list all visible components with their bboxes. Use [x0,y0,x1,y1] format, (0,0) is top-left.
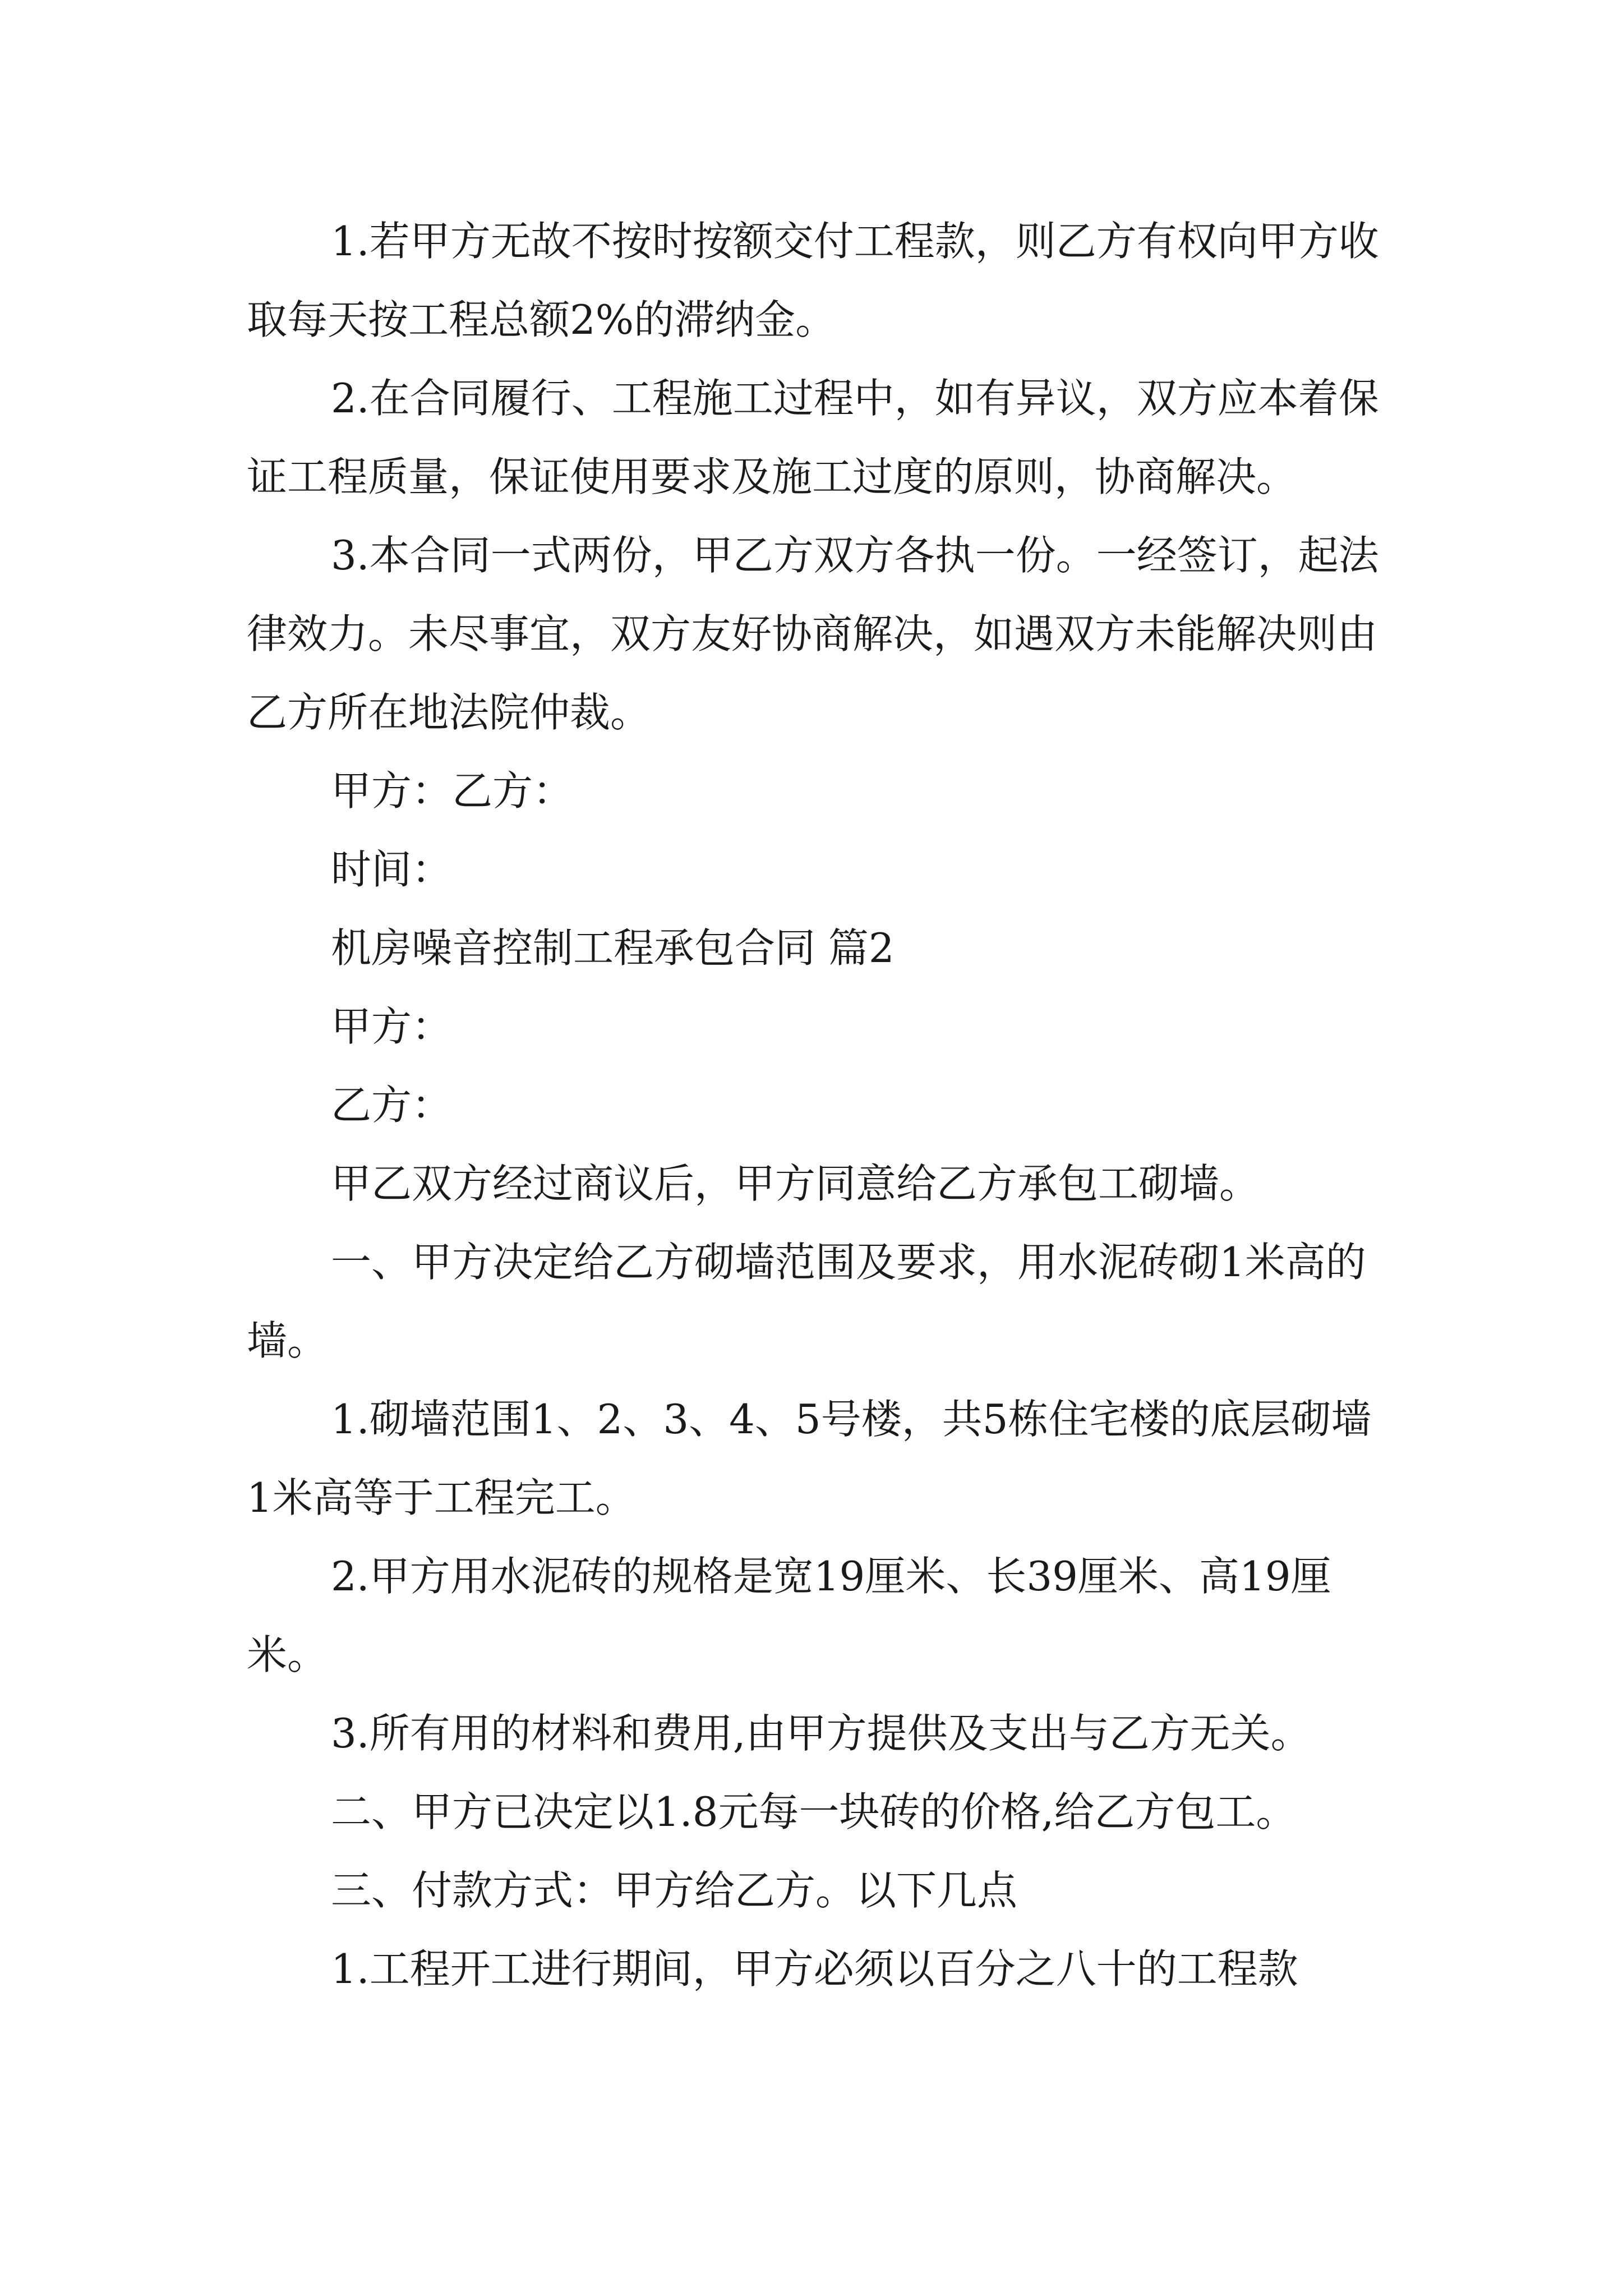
party-a: 甲方： [331,1003,453,1050]
clause-late-fee: 1.若甲方无故不按时按额交付工程款，则乙方有权向甲方收取每天按工程总额2%的滞纳金。 [247,218,1379,343]
article-2: 二、甲方已决定以1.8元每一块砖的价格,给乙方包工。 [331,1788,1297,1835]
section-title: 机房噪音控制工程承包合同 篇2 [331,924,895,972]
document-body [247,202,1380,2008]
signature-date: 时间： [331,846,453,893]
agreement-intro: 甲乙双方经过商议后，甲方同意给乙方承包工砌墙。 [331,1160,1260,1207]
clause-copies: 3.本合同一式两份，甲乙方双方各执一份。一经签订，起法律效力。未尽事宜，双方友好协商解决，如遇双方未能解决则由乙方所在地法院仲裁。 [247,532,1379,736]
signature-parties: 甲方：乙方： [331,767,574,815]
clause-dispute: 2.在合同履行、工程施工过程中，如有异议，双方应本着保证工程质量，保证使用要求及施工过度的原则，协商解决。 [247,375,1379,500]
article-1: 一、甲方决定给乙方砌墙范围及要求，用水泥砖砌1米高的墙。 [247,1239,1366,1364]
article-1-item-2: 2.甲方用水泥砖的规格是宽19厘米、长39厘米、高19厘米。 [247,1553,1331,1678]
party-b: 乙方： [331,1082,453,1129]
article-3: 三、付款方式：甲方给乙方。以下几点 [331,1867,1018,1914]
article-3-item-1: 1.工程开工进行期间，甲方必须以百分之八十的工程款 [331,1945,1298,1993]
article-1-item-1: 1.砌墙范围1、2、3、4、5号楼，共5栋住宅楼的底层砌墙1米高等于工程完工。 [247,1396,1372,1521]
article-1-item-3: 3.所有用的材料和费用,由甲方提供及支出与乙方无关。 [331,1710,1311,1757]
